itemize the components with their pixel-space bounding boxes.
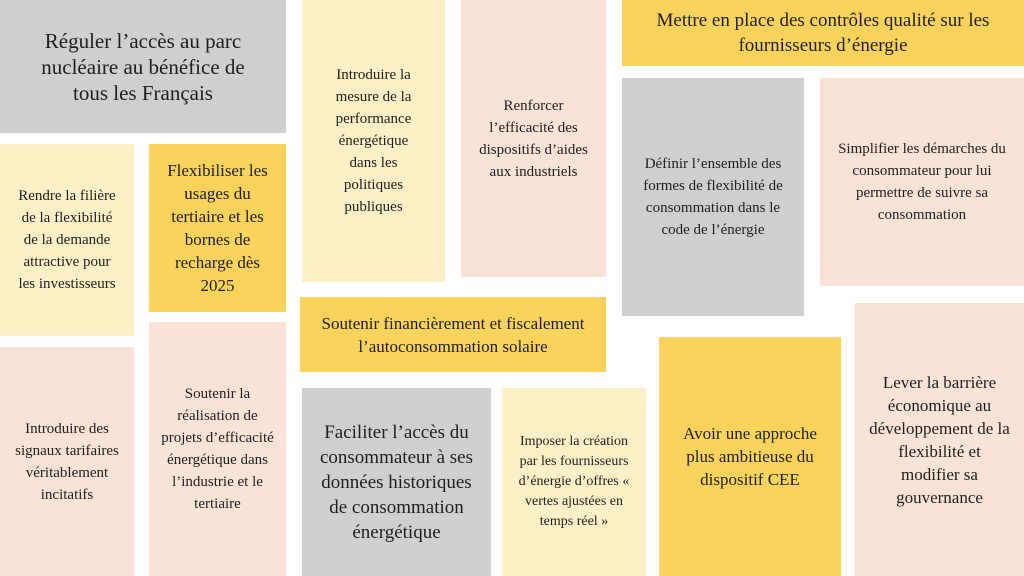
tile-label: Avoir une approche plus ambitieuse du dispositif CEE [683, 424, 817, 489]
tile-label: Mettre en place des contrôles qualité sur les fournisseurs d’énergie [656, 10, 990, 56]
tile-label: Introduire la mesure de la performance énergétique dans les politiques publiques [335, 67, 412, 215]
tile-label: Soutenir la réalisation de projets d’efficacité énergétique dans l’industrie et le tertiaire [161, 386, 274, 512]
tile-label: Définir l’ensemble des formes de flexibilité de consommation dans le code de l’énergie [643, 156, 783, 238]
tile-label: Simplifier les démarches du consommateur pour lui permettre de suivre sa consommation [838, 141, 1006, 223]
tile-barriere-economique [855, 303, 1024, 576]
tile-label: Imposer la création par les fournisseurs d’énergie d’offres « vertes ajustées en temps réel » [518, 434, 630, 529]
tile-controles-qualite-fournisseurs [622, 0, 1024, 66]
tile-label: Renforcer l’efficacité des dispositifs d’aides aux industriels [479, 97, 588, 180]
tile-simplifier-demarches [820, 78, 1024, 286]
tile-label: Flexibiliser les usages du tertiaire et les bornes de recharge dès 2025 [167, 161, 268, 295]
tile-projets-efficacite [149, 322, 286, 576]
tile-label: Rendre la filière de la flexibilité de la demande attractive pour les investisseurs [18, 188, 116, 292]
tile-acces-donnees-consommateur [302, 388, 491, 576]
tile-label: Soutenir financièrement et fiscalement l’autoconsommation solaire [321, 313, 585, 356]
tile-formes-flexibilite [622, 78, 804, 316]
tile-aides-industriels [461, 0, 606, 277]
tile-label: Réguler l’accès au parc nucléaire au bénéfice de tous les Français [41, 28, 245, 105]
tile-flexibiliser-tertiaire [149, 144, 286, 312]
tile-autoconsommation-solaire [300, 297, 606, 372]
tile-reguler-acces-nucleaire [0, 0, 286, 133]
tile-dispositif-cee [659, 337, 841, 576]
tile-signaux-tarifaires [0, 347, 134, 576]
tile-performance-energetique [302, 0, 445, 282]
tile-label: Faciliter l’accès du consommateur à ses données historiques de consommation énergétique [319, 421, 473, 543]
tile-label: Lever la barrière économique au développement de la flexibilité et modifier sa gouvernance [869, 372, 1010, 507]
tile-label: Introduire des signaux tarifaires véritablement incitatifs [15, 420, 119, 503]
tile-filiere-flexibilite [0, 144, 134, 336]
tile-offres-vertes [502, 388, 646, 576]
